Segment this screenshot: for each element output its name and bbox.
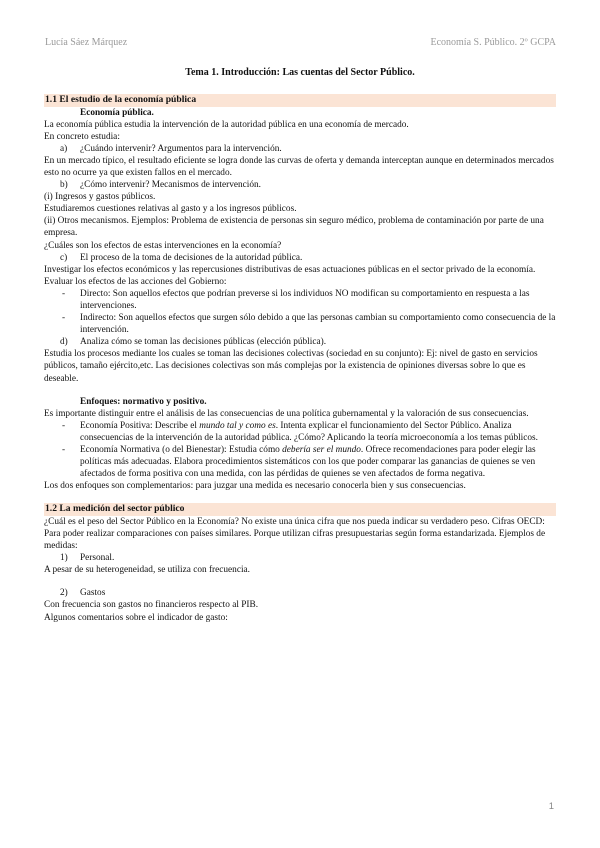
header-author: Lucía Sáez Márquez: [45, 37, 128, 48]
list-marker: b): [60, 180, 68, 191]
list-marker: 1): [60, 553, 68, 564]
text-part: Economía Normativa (o del Bienestar): Estudia cómo: [80, 445, 283, 456]
dash-item-normativa: [44, 444, 556, 480]
paragraph: Investigar los efectos económicos y las repercusiones distributivas de esas actuaciones públicas en el sector privado de la economía.: [44, 264, 536, 275]
paragraph: (i) Ingresos y gastos públicos.: [44, 192, 156, 203]
text-part: . Intenta explicar el funcionamiento del Sector Público. Analiza consecuencias de la intervención de la autoridad pública. ¿Cómo? Aplicando la teoría microeconomía a los temas públicos.: [80, 420, 538, 443]
paragraph: En un mercado típico, el resultado eficiente se logra donde las curvas de oferta y demanda interceptan aunque en determinados mercados esto no ocurre ya que existen fallos en el mercado.: [44, 155, 554, 178]
section-heading-1: 1.1 El estudio de la economía pública: [44, 94, 556, 107]
spacer: [44, 492, 556, 503]
paragraph: A pesar de su heterogeneidad, se utiliza con frecuencia.: [44, 565, 250, 576]
paragraph: Estudia los procesos mediante los cuales se toman las decisiones colectivas (sociedad en su conjunto): Ej: nivel de gasto en servicios públicos, tamaño ejército,etc. Las decisiones colectivas son más complejas por la existencia de opiniones diversas sobre lo que es deseable.: [44, 349, 538, 384]
list-marker: d): [60, 337, 68, 348]
numbered-item-2: [44, 587, 556, 599]
text-part: . Ofrece recomendaciones para poder elegir las políticas más adecuadas. Elabora procedimientos sistemáticos con los que poder comparar las ganancias de quienes se ven afectados de forma positiva con una medida, con las pérdidas de quienes se ven afectados de forma negativa.: [80, 445, 536, 480]
page-number: 1: [548, 801, 554, 812]
paragraph: Algunos comentarios sobre el indicador de gasto:: [44, 612, 228, 623]
list-item-text: Personal.: [80, 553, 115, 564]
document-title: Tema 1. Introducción: Las cuentas del Sector Público.: [185, 67, 415, 78]
paragraph: Con frecuencia son gastos no financieros respecto al PIB.: [44, 600, 259, 611]
emphasis-text: debería ser el mundo: [282, 445, 361, 456]
section-heading-2: 1.2 La medición del sector público: [44, 503, 556, 516]
list-marker: a): [60, 143, 68, 154]
list-item-c: [44, 252, 556, 264]
paragraph: Es importante distinguir entre el análisis de las consecuencias de una política gubernamental y la valoración de sus consecuencias.: [44, 408, 529, 419]
header-course: Economía S. Público. 2º GCPA: [430, 37, 556, 48]
list-item-text: Indirecto: Son aquellos efectos que surgen sólo debido a que las personas cambian su comportamiento como consecuencia de la intervención.: [80, 313, 556, 336]
dash-item-directo: [44, 288, 556, 312]
paragraph: ¿Cuál es el peso del Sector Público en la Economía? No existe una única cifra que nos pueda indicar su verdadero peso. Cifras OECD: Para poder realizar comparaciones con países similares. Porque utilizan cifras presupuestarias según forma estandarizada. Ejemplos de medidas:: [44, 516, 546, 552]
paragraph: La economía pública estudia la intervención de la autoridad pública en una economía de mercado.: [44, 119, 409, 130]
dash-marker: -: [62, 288, 66, 299]
paragraph: (ii) Otros mecanismos. Ejemplos: Problema de existencia de personas sin seguro médico, problema de contaminación por parte de una empresa.: [44, 216, 544, 239]
numbered-item-1: [44, 552, 556, 564]
text-part: Economía Positiva: Describe el: [80, 420, 200, 431]
list-item-text: Directo: Son aquellos efectos que podrían preverse si los individuos NO modifican su comportamiento en respuesta a las intervenciones.: [80, 288, 530, 311]
subheading-economia-publica: Economía pública.: [80, 107, 154, 118]
list-item-d: [44, 336, 556, 348]
list-item-text: ¿Cuándo intervenir? Argumentos para la intervención.: [80, 143, 282, 154]
list-item-text: ¿Cómo intervenir? Mecanismos de intervención.: [80, 180, 261, 191]
paragraph: En concreto estudia:: [44, 131, 120, 142]
paragraph: Estudiaremos cuestiones relativas al gasto y a los ingresos públicos.: [44, 204, 297, 215]
spacer: [44, 385, 556, 396]
list-item-b: [44, 179, 556, 191]
paragraph: Los dos enfoques son complementarios: para juzgar una medida es necesario conocerla bien y sus consecuencias.: [44, 481, 466, 492]
list-marker: c): [60, 252, 68, 263]
list-item-text: Gastos: [80, 588, 106, 599]
subheading-enfoques: Enfoques: normativo y positivo.: [80, 396, 207, 407]
list-item-text: El proceso de la toma de decisiones de la autoridad pública.: [80, 252, 303, 263]
document-body: [44, 94, 556, 624]
list-item-a: [44, 143, 556, 155]
dash-item-indirecto: [44, 312, 556, 336]
dash-item-positiva: [44, 420, 556, 444]
dash-marker: -: [62, 313, 66, 324]
list-marker: 2): [60, 588, 68, 599]
paragraph: Evaluar los efectos de las acciones del Gobierno:: [44, 276, 227, 287]
list-item-text: Analiza cómo se toman las decisiones públicas (elección pública).: [80, 337, 327, 348]
dash-marker: -: [62, 445, 66, 456]
emphasis-text: mundo tal y como es: [199, 420, 276, 431]
spacer: [44, 576, 556, 587]
paragraph: ¿Cuáles son los efectos de estas intervenciones en la economía?: [44, 240, 282, 251]
dash-marker: -: [62, 420, 66, 431]
